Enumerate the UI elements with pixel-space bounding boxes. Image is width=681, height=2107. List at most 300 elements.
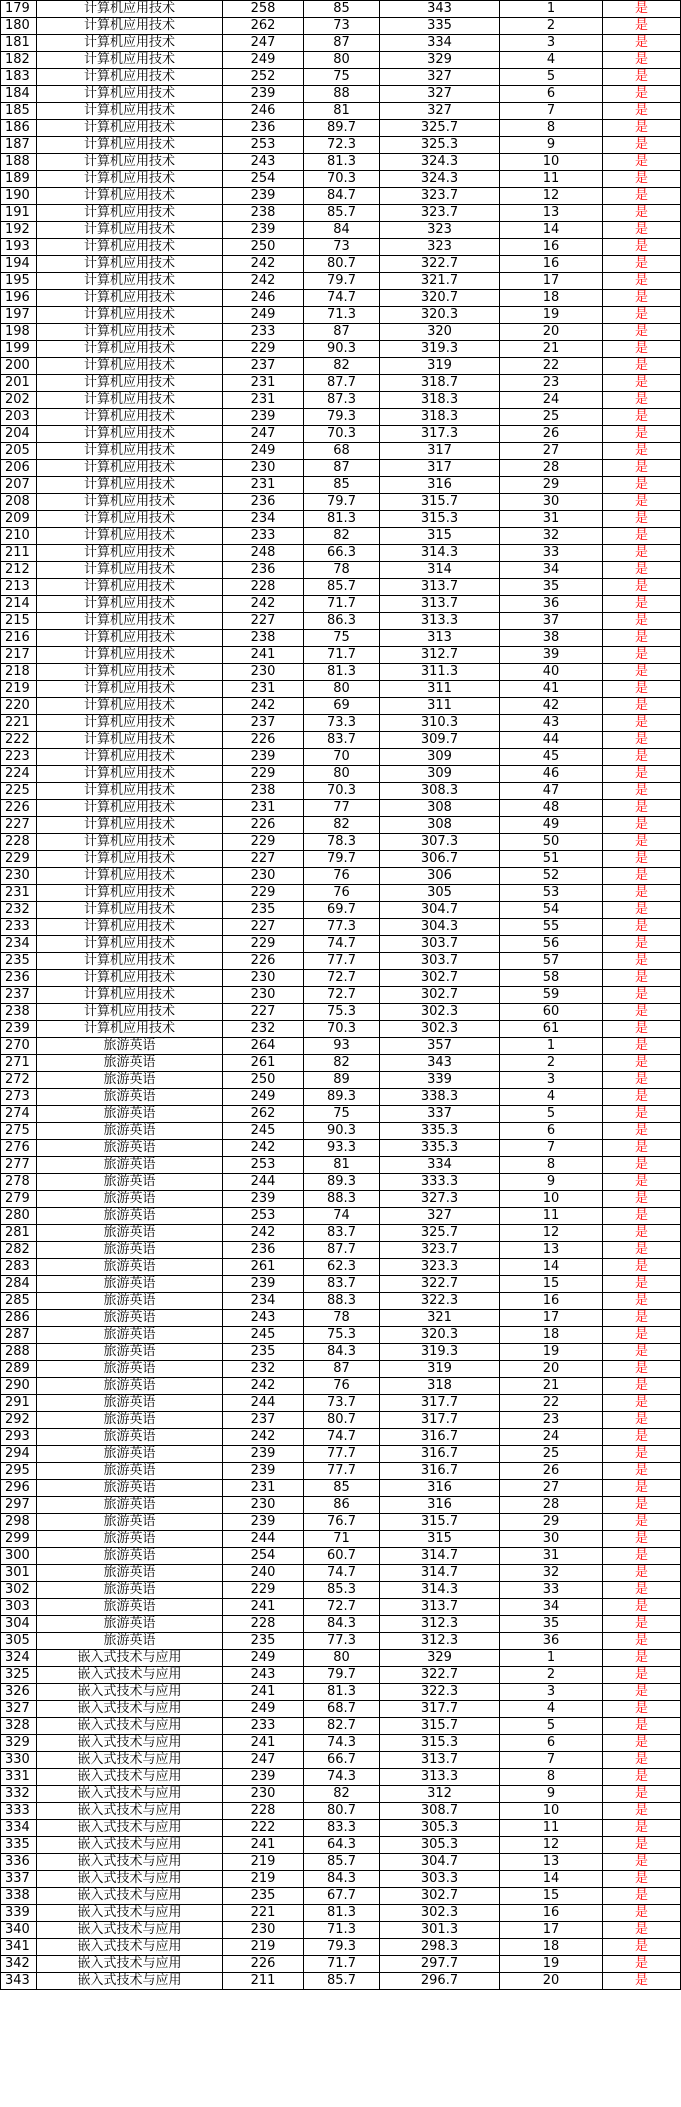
table-row	[1, 1667, 681, 1684]
table-row	[1, 1446, 681, 1463]
score-two-cell: 77.7	[304, 953, 380, 970]
qualified-status-cell: 是	[603, 1174, 681, 1191]
major-cell: 嵌入式技术与应用	[37, 1769, 223, 1786]
major-cell: 嵌入式技术与应用	[37, 1939, 223, 1956]
score-two-cell: 80	[304, 52, 380, 69]
table-row	[1, 1497, 681, 1514]
score-two-cell: 76	[304, 885, 380, 902]
major-cell: 旅游英语	[37, 1565, 223, 1582]
total-score-cell: 308.3	[380, 783, 500, 800]
qualified-status-cell: 是	[603, 324, 681, 341]
major-cell: 旅游英语	[37, 1157, 223, 1174]
qualified-status-cell: 是	[603, 137, 681, 154]
qualified-status-cell: 是	[603, 1820, 681, 1837]
qualified-status-cell: 是	[603, 1208, 681, 1225]
rank-cell: 27	[500, 443, 603, 460]
rank-cell: 18	[500, 1327, 603, 1344]
qualified-status-cell: 是	[603, 1446, 681, 1463]
major-cell: 计算机应用技术	[37, 86, 223, 103]
rank-cell: 37	[500, 613, 603, 630]
table-row	[1, 324, 681, 341]
qualified-status-cell: 是	[603, 18, 681, 35]
qualified-status-cell: 是	[603, 885, 681, 902]
major-cell: 嵌入式技术与应用	[37, 1888, 223, 1905]
qualified-status-cell: 是	[603, 1225, 681, 1242]
row-number-cell: 286	[1, 1310, 37, 1327]
rank-cell: 44	[500, 732, 603, 749]
score-one-cell: 229	[223, 936, 304, 953]
total-score-cell: 335.3	[380, 1123, 500, 1140]
qualified-status-cell: 是	[603, 205, 681, 222]
major-cell: 计算机应用技术	[37, 528, 223, 545]
total-score-cell: 302.7	[380, 1888, 500, 1905]
total-score-cell: 327	[380, 103, 500, 120]
score-one-cell: 247	[223, 35, 304, 52]
score-one-cell: 230	[223, 868, 304, 885]
row-number-cell: 236	[1, 970, 37, 987]
rank-cell: 24	[500, 1429, 603, 1446]
qualified-status-cell: 是	[603, 936, 681, 953]
score-one-cell: 239	[223, 1463, 304, 1480]
score-one-cell: 229	[223, 834, 304, 851]
row-number-cell: 203	[1, 409, 37, 426]
score-one-cell: 237	[223, 358, 304, 375]
total-score-cell: 323.7	[380, 1242, 500, 1259]
score-two-cell: 75	[304, 69, 380, 86]
table-row	[1, 1004, 681, 1021]
score-two-cell: 68.7	[304, 1701, 380, 1718]
total-score-cell: 315.7	[380, 494, 500, 511]
score-two-cell: 75.3	[304, 1004, 380, 1021]
row-number-cell: 208	[1, 494, 37, 511]
score-two-cell: 85	[304, 1480, 380, 1497]
score-two-cell: 79.3	[304, 1939, 380, 1956]
score-two-cell: 83.7	[304, 1225, 380, 1242]
row-number-cell: 196	[1, 290, 37, 307]
rank-cell: 8	[500, 120, 603, 137]
qualified-status-cell: 是	[603, 1378, 681, 1395]
row-number-cell: 227	[1, 817, 37, 834]
major-cell: 嵌入式技术与应用	[37, 1684, 223, 1701]
major-cell: 旅游英语	[37, 1191, 223, 1208]
row-number-cell: 230	[1, 868, 37, 885]
major-cell: 计算机应用技术	[37, 460, 223, 477]
total-score-cell: 310.3	[380, 715, 500, 732]
row-number-cell: 290	[1, 1378, 37, 1395]
score-one-cell: 236	[223, 494, 304, 511]
row-number-cell: 285	[1, 1293, 37, 1310]
rank-cell: 59	[500, 987, 603, 1004]
rank-cell: 1	[500, 1038, 603, 1055]
table-row	[1, 1633, 681, 1650]
row-number-cell: 222	[1, 732, 37, 749]
table-row	[1, 307, 681, 324]
score-one-cell: 262	[223, 1106, 304, 1123]
qualified-status-cell: 是	[603, 1837, 681, 1854]
total-score-cell: 329	[380, 1650, 500, 1667]
major-cell: 计算机应用技术	[37, 392, 223, 409]
score-one-cell: 239	[223, 1276, 304, 1293]
major-cell: 嵌入式技术与应用	[37, 1735, 223, 1752]
row-number-cell: 204	[1, 426, 37, 443]
row-number-cell: 327	[1, 1701, 37, 1718]
score-one-cell: 240	[223, 1565, 304, 1582]
total-score-cell: 313.7	[380, 1752, 500, 1769]
rank-cell: 4	[500, 1701, 603, 1718]
qualified-status-cell: 是	[603, 545, 681, 562]
qualified-status-cell: 是	[603, 1786, 681, 1803]
total-score-cell: 303.3	[380, 1871, 500, 1888]
table-row	[1, 868, 681, 885]
row-number-cell: 305	[1, 1633, 37, 1650]
row-number-cell: 206	[1, 460, 37, 477]
qualified-status-cell: 是	[603, 1667, 681, 1684]
score-two-cell: 81	[304, 1157, 380, 1174]
major-cell: 计算机应用技术	[37, 698, 223, 715]
score-two-cell: 77.3	[304, 1633, 380, 1650]
row-number-cell: 185	[1, 103, 37, 120]
total-score-cell: 306.7	[380, 851, 500, 868]
qualified-status-cell: 是	[603, 868, 681, 885]
qualified-status-cell: 是	[603, 1939, 681, 1956]
rank-cell: 61	[500, 1021, 603, 1038]
total-score-cell: 312.7	[380, 647, 500, 664]
table-body	[1, 1, 681, 1990]
row-number-cell: 341	[1, 1939, 37, 1956]
qualified-status-cell: 是	[603, 1803, 681, 1820]
score-two-cell: 85.7	[304, 579, 380, 596]
table-row	[1, 970, 681, 987]
major-cell: 嵌入式技术与应用	[37, 1786, 223, 1803]
score-two-cell: 87	[304, 35, 380, 52]
rank-cell: 51	[500, 851, 603, 868]
major-cell: 计算机应用技术	[37, 936, 223, 953]
total-score-cell: 309	[380, 766, 500, 783]
row-number-cell: 213	[1, 579, 37, 596]
row-number-cell: 298	[1, 1514, 37, 1531]
score-one-cell: 226	[223, 732, 304, 749]
major-cell: 计算机应用技术	[37, 562, 223, 579]
score-two-cell: 89.7	[304, 120, 380, 137]
rank-cell: 14	[500, 1259, 603, 1276]
major-cell: 计算机应用技术	[37, 596, 223, 613]
major-cell: 旅游英语	[37, 1429, 223, 1446]
qualified-status-cell: 是	[603, 647, 681, 664]
qualified-status-cell: 是	[603, 1276, 681, 1293]
total-score-cell: 327.3	[380, 1191, 500, 1208]
rank-cell: 34	[500, 562, 603, 579]
qualified-status-cell: 是	[603, 1922, 681, 1939]
total-score-cell: 315.7	[380, 1514, 500, 1531]
score-two-cell: 86.3	[304, 613, 380, 630]
rank-cell: 4	[500, 52, 603, 69]
total-score-cell: 305.3	[380, 1837, 500, 1854]
total-score-cell: 319	[380, 1361, 500, 1378]
major-cell: 计算机应用技术	[37, 885, 223, 902]
row-number-cell: 190	[1, 188, 37, 205]
rank-cell: 17	[500, 1922, 603, 1939]
score-one-cell: 228	[223, 579, 304, 596]
table-row	[1, 851, 681, 868]
score-one-cell: 236	[223, 1242, 304, 1259]
total-score-cell: 327	[380, 69, 500, 86]
qualified-status-cell: 是	[603, 222, 681, 239]
table-row	[1, 1514, 681, 1531]
score-two-cell: 76	[304, 868, 380, 885]
table-row	[1, 1055, 681, 1072]
total-score-cell: 334	[380, 35, 500, 52]
score-one-cell: 249	[223, 52, 304, 69]
rank-cell: 26	[500, 1463, 603, 1480]
score-two-cell: 82	[304, 1786, 380, 1803]
rank-cell: 11	[500, 1820, 603, 1837]
major-cell: 计算机应用技术	[37, 800, 223, 817]
score-one-cell: 250	[223, 1072, 304, 1089]
total-score-cell: 316.7	[380, 1463, 500, 1480]
score-one-cell: 238	[223, 783, 304, 800]
major-cell: 嵌入式技术与应用	[37, 1667, 223, 1684]
qualified-status-cell: 是	[603, 154, 681, 171]
score-two-cell: 85.7	[304, 205, 380, 222]
total-score-cell: 314	[380, 562, 500, 579]
major-cell: 旅游英语	[37, 1259, 223, 1276]
table-row	[1, 953, 681, 970]
score-two-cell: 85	[304, 477, 380, 494]
row-number-cell: 219	[1, 681, 37, 698]
score-two-cell: 71.3	[304, 1922, 380, 1939]
major-cell: 计算机应用技术	[37, 358, 223, 375]
row-number-cell: 337	[1, 1871, 37, 1888]
rank-cell: 8	[500, 1769, 603, 1786]
table-row	[1, 1072, 681, 1089]
rank-cell: 31	[500, 1548, 603, 1565]
score-two-cell: 60.7	[304, 1548, 380, 1565]
row-number-cell: 180	[1, 18, 37, 35]
score-two-cell: 81.3	[304, 664, 380, 681]
table-row	[1, 375, 681, 392]
rank-cell: 36	[500, 1633, 603, 1650]
score-two-cell: 87	[304, 1361, 380, 1378]
rank-cell: 3	[500, 1072, 603, 1089]
table-row	[1, 358, 681, 375]
total-score-cell: 334	[380, 1157, 500, 1174]
score-two-cell: 72.3	[304, 137, 380, 154]
score-one-cell: 237	[223, 715, 304, 732]
major-cell: 计算机应用技术	[37, 766, 223, 783]
row-number-cell: 304	[1, 1616, 37, 1633]
row-number-cell: 339	[1, 1905, 37, 1922]
table-row	[1, 1650, 681, 1667]
row-number-cell: 326	[1, 1684, 37, 1701]
major-cell: 计算机应用技术	[37, 409, 223, 426]
rank-cell: 3	[500, 1684, 603, 1701]
total-score-cell: 319.3	[380, 341, 500, 358]
table-row	[1, 749, 681, 766]
qualified-status-cell: 是	[603, 511, 681, 528]
rank-cell: 49	[500, 817, 603, 834]
total-score-cell: 305	[380, 885, 500, 902]
score-one-cell: 236	[223, 120, 304, 137]
rank-cell: 13	[500, 1854, 603, 1871]
rank-cell: 52	[500, 868, 603, 885]
score-two-cell: 76	[304, 1378, 380, 1395]
total-score-cell: 313.7	[380, 579, 500, 596]
score-two-cell: 83.3	[304, 1820, 380, 1837]
total-score-cell: 307.3	[380, 834, 500, 851]
major-cell: 计算机应用技术	[37, 834, 223, 851]
table-row	[1, 783, 681, 800]
table-row	[1, 1140, 681, 1157]
qualified-status-cell: 是	[603, 460, 681, 477]
major-cell: 计算机应用技术	[37, 307, 223, 324]
table-row	[1, 936, 681, 953]
rank-cell: 6	[500, 1735, 603, 1752]
score-two-cell: 77.7	[304, 1463, 380, 1480]
qualified-status-cell: 是	[603, 1769, 681, 1786]
rank-cell: 12	[500, 188, 603, 205]
score-two-cell: 71	[304, 1531, 380, 1548]
major-cell: 嵌入式技术与应用	[37, 1820, 223, 1837]
rank-cell: 40	[500, 664, 603, 681]
score-two-cell: 82.7	[304, 1718, 380, 1735]
table-row	[1, 120, 681, 137]
major-cell: 计算机应用技术	[37, 613, 223, 630]
score-two-cell: 78	[304, 1310, 380, 1327]
rank-cell: 4	[500, 1089, 603, 1106]
qualified-status-cell: 是	[603, 443, 681, 460]
score-two-cell: 79.7	[304, 1667, 380, 1684]
score-two-cell: 70.3	[304, 171, 380, 188]
rank-cell: 13	[500, 205, 603, 222]
total-score-cell: 316	[380, 477, 500, 494]
score-one-cell: 239	[223, 188, 304, 205]
qualified-status-cell: 是	[603, 1548, 681, 1565]
rank-cell: 13	[500, 1242, 603, 1259]
row-number-cell: 334	[1, 1820, 37, 1837]
total-score-cell: 327	[380, 86, 500, 103]
row-number-cell: 223	[1, 749, 37, 766]
rank-cell: 35	[500, 1616, 603, 1633]
total-score-cell: 338.3	[380, 1089, 500, 1106]
row-number-cell: 194	[1, 256, 37, 273]
table-row	[1, 1157, 681, 1174]
score-one-cell: 239	[223, 1514, 304, 1531]
qualified-status-cell: 是	[603, 681, 681, 698]
score-two-cell: 82	[304, 528, 380, 545]
qualified-status-cell: 是	[603, 1, 681, 18]
table-row	[1, 188, 681, 205]
row-number-cell: 274	[1, 1106, 37, 1123]
qualified-status-cell: 是	[603, 1191, 681, 1208]
score-one-cell: 221	[223, 1905, 304, 1922]
table-row	[1, 902, 681, 919]
score-one-cell: 242	[223, 596, 304, 613]
major-cell: 计算机应用技术	[37, 171, 223, 188]
score-two-cell: 67.7	[304, 1888, 380, 1905]
score-one-cell: 249	[223, 443, 304, 460]
major-cell: 旅游英语	[37, 1208, 223, 1225]
row-number-cell: 218	[1, 664, 37, 681]
score-one-cell: 222	[223, 1820, 304, 1837]
score-one-cell: 233	[223, 324, 304, 341]
major-cell: 计算机应用技术	[37, 664, 223, 681]
score-one-cell: 253	[223, 1208, 304, 1225]
qualified-status-cell: 是	[603, 630, 681, 647]
major-cell: 计算机应用技术	[37, 647, 223, 664]
table-row	[1, 766, 681, 783]
qualified-status-cell: 是	[603, 1157, 681, 1174]
rank-cell: 30	[500, 494, 603, 511]
table-row	[1, 69, 681, 86]
score-one-cell: 250	[223, 239, 304, 256]
row-number-cell: 333	[1, 1803, 37, 1820]
row-number-cell: 342	[1, 1956, 37, 1973]
total-score-cell: 314.3	[380, 545, 500, 562]
major-cell: 计算机应用技术	[37, 545, 223, 562]
score-two-cell: 84	[304, 222, 380, 239]
major-cell: 嵌入式技术与应用	[37, 1871, 223, 1888]
rank-cell: 21	[500, 1378, 603, 1395]
row-number-cell: 199	[1, 341, 37, 358]
table-row	[1, 630, 681, 647]
score-two-cell: 87	[304, 460, 380, 477]
major-cell: 计算机应用技术	[37, 239, 223, 256]
score-two-cell: 74.3	[304, 1735, 380, 1752]
total-score-cell: 302.3	[380, 1021, 500, 1038]
table-row	[1, 103, 681, 120]
major-cell: 计算机应用技术	[37, 817, 223, 834]
table-row	[1, 1, 681, 18]
score-one-cell: 226	[223, 1956, 304, 1973]
score-two-cell: 80.7	[304, 1803, 380, 1820]
total-score-cell: 320.7	[380, 290, 500, 307]
total-score-cell: 318.7	[380, 375, 500, 392]
row-number-cell: 231	[1, 885, 37, 902]
score-two-cell: 73	[304, 239, 380, 256]
total-score-cell: 323.7	[380, 188, 500, 205]
major-cell: 旅游英语	[37, 1361, 223, 1378]
major-cell: 嵌入式技术与应用	[37, 1803, 223, 1820]
row-number-cell: 205	[1, 443, 37, 460]
table-row	[1, 239, 681, 256]
major-cell: 计算机应用技术	[37, 18, 223, 35]
score-two-cell: 93	[304, 1038, 380, 1055]
qualified-status-cell: 是	[603, 256, 681, 273]
total-score-cell: 302.7	[380, 987, 500, 1004]
score-two-cell: 79.7	[304, 851, 380, 868]
rank-cell: 20	[500, 324, 603, 341]
major-cell: 旅游英语	[37, 1242, 223, 1259]
score-one-cell: 249	[223, 1089, 304, 1106]
total-score-cell: 302.3	[380, 1004, 500, 1021]
qualified-status-cell: 是	[603, 851, 681, 868]
score-one-cell: 253	[223, 137, 304, 154]
score-one-cell: 230	[223, 1786, 304, 1803]
qualified-status-cell: 是	[603, 1242, 681, 1259]
qualified-status-cell: 是	[603, 1021, 681, 1038]
total-score-cell: 313	[380, 630, 500, 647]
score-one-cell: 229	[223, 885, 304, 902]
score-two-cell: 85	[304, 1, 380, 18]
rank-cell: 23	[500, 1412, 603, 1429]
total-score-cell: 317.7	[380, 1395, 500, 1412]
table-row	[1, 1106, 681, 1123]
table-row	[1, 171, 681, 188]
table-row	[1, 1208, 681, 1225]
row-number-cell: 273	[1, 1089, 37, 1106]
score-one-cell: 239	[223, 86, 304, 103]
row-number-cell: 278	[1, 1174, 37, 1191]
